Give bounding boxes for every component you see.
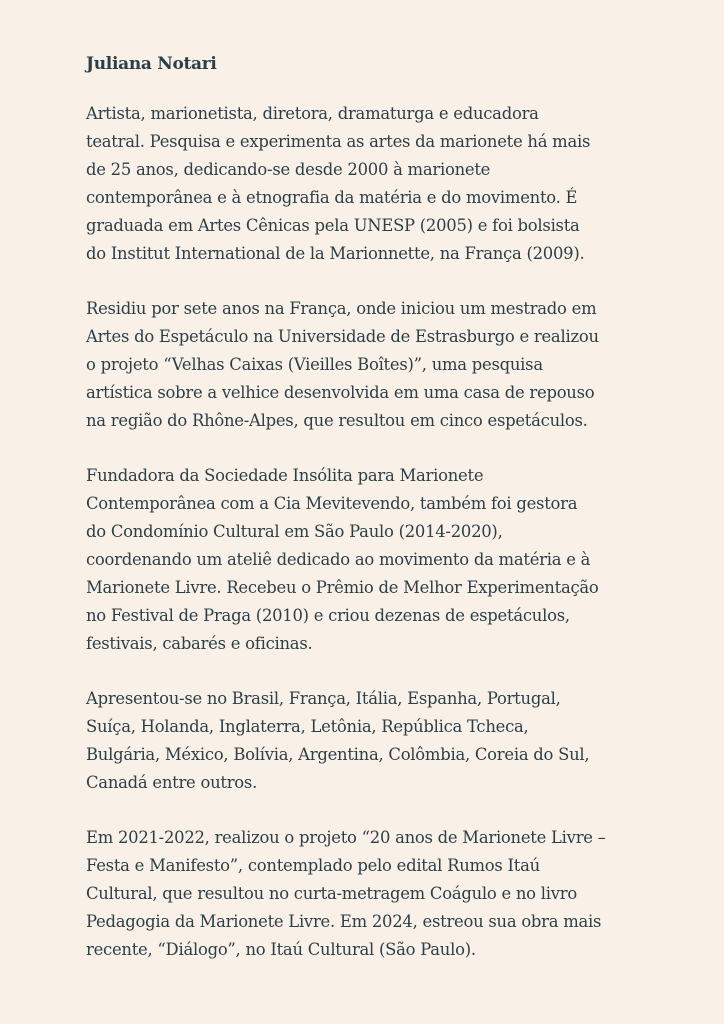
text-line: na região do Rhône-Alpes, que resultou em cinco espetáculos. xyxy=(86,411,588,430)
text-line: Em 2021-2022, realizou o projeto “20 anos de Marionete Livre – xyxy=(86,828,606,847)
text-line: artística sobre a velhice desenvolvida em uma casa de repouso xyxy=(86,383,595,402)
text-line: Marionete Livre. Recebeu o Prêmio de Melhor Experimentação xyxy=(86,578,599,597)
text-line: Festa e Manifesto”, contemplado pelo edital Rumos Itaú xyxy=(86,856,540,875)
text-line: contemporânea e à etnografia da matéria e do movimento. É xyxy=(86,188,578,207)
text-line: festivais, cabarés e oficinas. xyxy=(86,634,313,653)
bio-paragraph xyxy=(86,100,696,268)
text-line: Fundadora da Sociedade Insólita para Marionete xyxy=(86,466,484,485)
text-line: Apresentou-se no Brasil, França, Itália, Espanha, Portugal, xyxy=(86,689,561,708)
text-line: Canadá entre outros. xyxy=(86,773,258,792)
text-line: Artista, marionetista, diretora, dramaturga e educadora xyxy=(86,104,539,123)
text-line: Residiu por sete anos na França, onde iniciou um mestrado em xyxy=(86,299,597,318)
text-line: no Festival de Praga (2010) e criou dezenas de espetáculos, xyxy=(86,606,570,625)
bio-paragraph xyxy=(86,685,696,797)
text-line: de 25 anos, dedicando-se desde 2000 à marionete xyxy=(86,160,491,179)
text-line: coordenando um ateliê dedicado ao movimento da matéria e à xyxy=(86,550,591,569)
text-line: teatral. Pesquisa e experimenta as artes da marionete há mais xyxy=(86,132,591,151)
text-line: do Institut International de la Marionnette, na França (2009). xyxy=(86,244,585,263)
text-line: Suíça, Holanda, Inglaterra, Letônia, República Tcheca, xyxy=(86,717,529,736)
text-line: Cultural, que resultou no curta-metragem Coágulo e no livro xyxy=(86,884,577,903)
text-line: o projeto “Velhas Caixas (Vieilles Boîtes)”, uma pesquisa xyxy=(86,355,543,374)
text-line: Bulgária, México, Bolívia, Argentina, Colômbia, Coreia do Sul, xyxy=(86,745,590,764)
bio-paragraph xyxy=(86,295,696,435)
text-line: do Condomínio Cultural em São Paulo (2014-2020), xyxy=(86,522,503,541)
text-line: Artes do Espetáculo na Universidade de Estrasburgo e realizou xyxy=(86,327,599,346)
text-line: graduada em Artes Cênicas pela UNESP (2005) e foi bolsista xyxy=(86,216,580,235)
text-line: recente, “Diálogo”, no Itaú Cultural (São Paulo). xyxy=(86,940,476,959)
bio-page xyxy=(86,52,696,991)
bio-paragraph xyxy=(86,824,696,964)
text-line: Pedagogia da Marionete Livre. Em 2024, estreou sua obra mais xyxy=(86,912,602,931)
text-line: Contemporânea com a Cia Mevitevendo, também foi gestora xyxy=(86,494,578,513)
bio-body xyxy=(86,100,696,964)
bio-paragraph xyxy=(86,462,696,658)
page-title: Juliana Notari xyxy=(86,54,217,74)
